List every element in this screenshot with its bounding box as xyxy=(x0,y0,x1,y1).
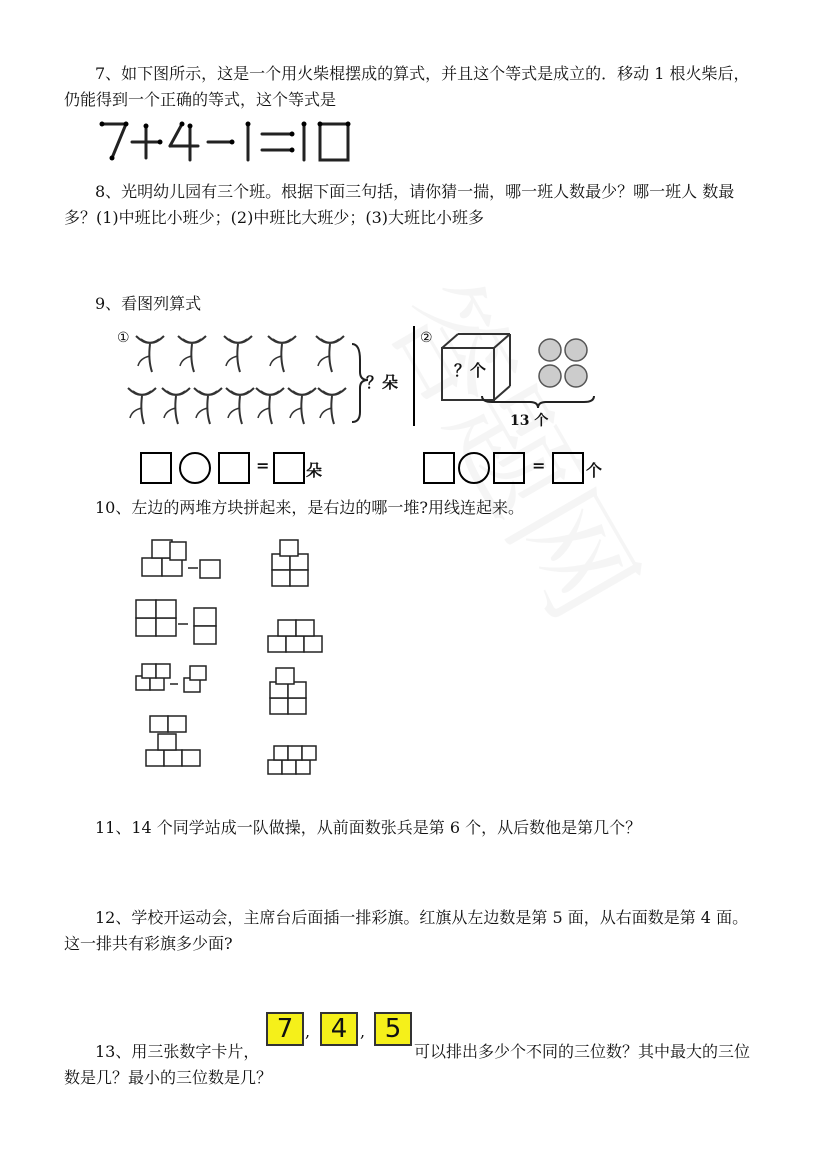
equals-sign: = xyxy=(532,456,546,475)
q7-line2: 仍能得到一个正确的等式，这个等式是 xyxy=(64,90,337,109)
q13-line2: 数是几？最小的三位数是几？ xyxy=(64,1068,273,1087)
q9-part2-box-label: ？个 xyxy=(454,361,487,380)
flowers-illustration xyxy=(120,330,400,440)
card-separator: , xyxy=(360,1022,366,1041)
q11-line1: 11、14 个同学站成一队做操，从前面数张兵是第 6 个，从后数他是第几个？ xyxy=(95,818,642,837)
q7-line1: 7、如下图所示，这是一个用火柴棍摆成的算式，并且这个等式是成立的．移动 1 根火柴后， xyxy=(95,64,750,83)
equals-sign: = xyxy=(256,456,270,475)
q8-line1: 8、光明幼儿园有三个班。根据下面三句括，请你猜一揣，哪一班人数最少？哪一班人 数最 xyxy=(95,182,735,201)
q13-prefix: 13、用三张数字卡片， xyxy=(95,1042,260,1061)
answer-box[interactable] xyxy=(218,452,250,484)
divider-line xyxy=(413,326,415,426)
q8-line2: 多？(1)中班比小班少；(2)中班比大班少；(3)大班比小班多 xyxy=(64,208,484,227)
q9-part2-total-label: 13 个 xyxy=(510,413,549,429)
operator-circle[interactable] xyxy=(458,452,490,484)
watermark xyxy=(356,247,685,645)
answer-box[interactable] xyxy=(423,452,455,484)
q9-part2-marker: ② xyxy=(420,330,433,346)
answer-box[interactable] xyxy=(140,452,172,484)
number-card-7: 7 xyxy=(266,1012,304,1046)
q12-line2: 这一排共有彩旗多少面? xyxy=(64,934,233,953)
q9-part1-brace-label: ？朵 xyxy=(366,373,399,392)
q12-line1: 12、学校开运动会，主席台后面插一排彩旗。红旗从左边数是第 5 面，从右面数是第 4 面。 xyxy=(95,908,749,927)
matchstick-equation-figure xyxy=(98,118,368,164)
card-separator: , xyxy=(305,1022,311,1041)
unit-label-items: 个 xyxy=(586,461,603,480)
block-piles-right xyxy=(262,528,342,790)
answer-box[interactable] xyxy=(273,452,305,484)
operator-circle[interactable] xyxy=(179,452,211,484)
answer-box[interactable] xyxy=(552,452,584,484)
ball-group-icon xyxy=(534,336,594,392)
unit-label-flowers: 朵 xyxy=(306,461,323,480)
number-card-4: 4 xyxy=(320,1012,358,1046)
q9-title: 9、看图列算式 xyxy=(95,294,202,313)
q13-suffix: 可以排出多少个不同的三位数？其中最大的三位 xyxy=(414,1042,751,1061)
number-card-5: 5 xyxy=(374,1012,412,1046)
q9-part1-marker: ① xyxy=(117,330,130,346)
q10-line1: 10、左边的两堆方块拼起来，是右边的哪一堆?用线连起来。 xyxy=(95,498,524,517)
answer-box[interactable] xyxy=(493,452,525,484)
